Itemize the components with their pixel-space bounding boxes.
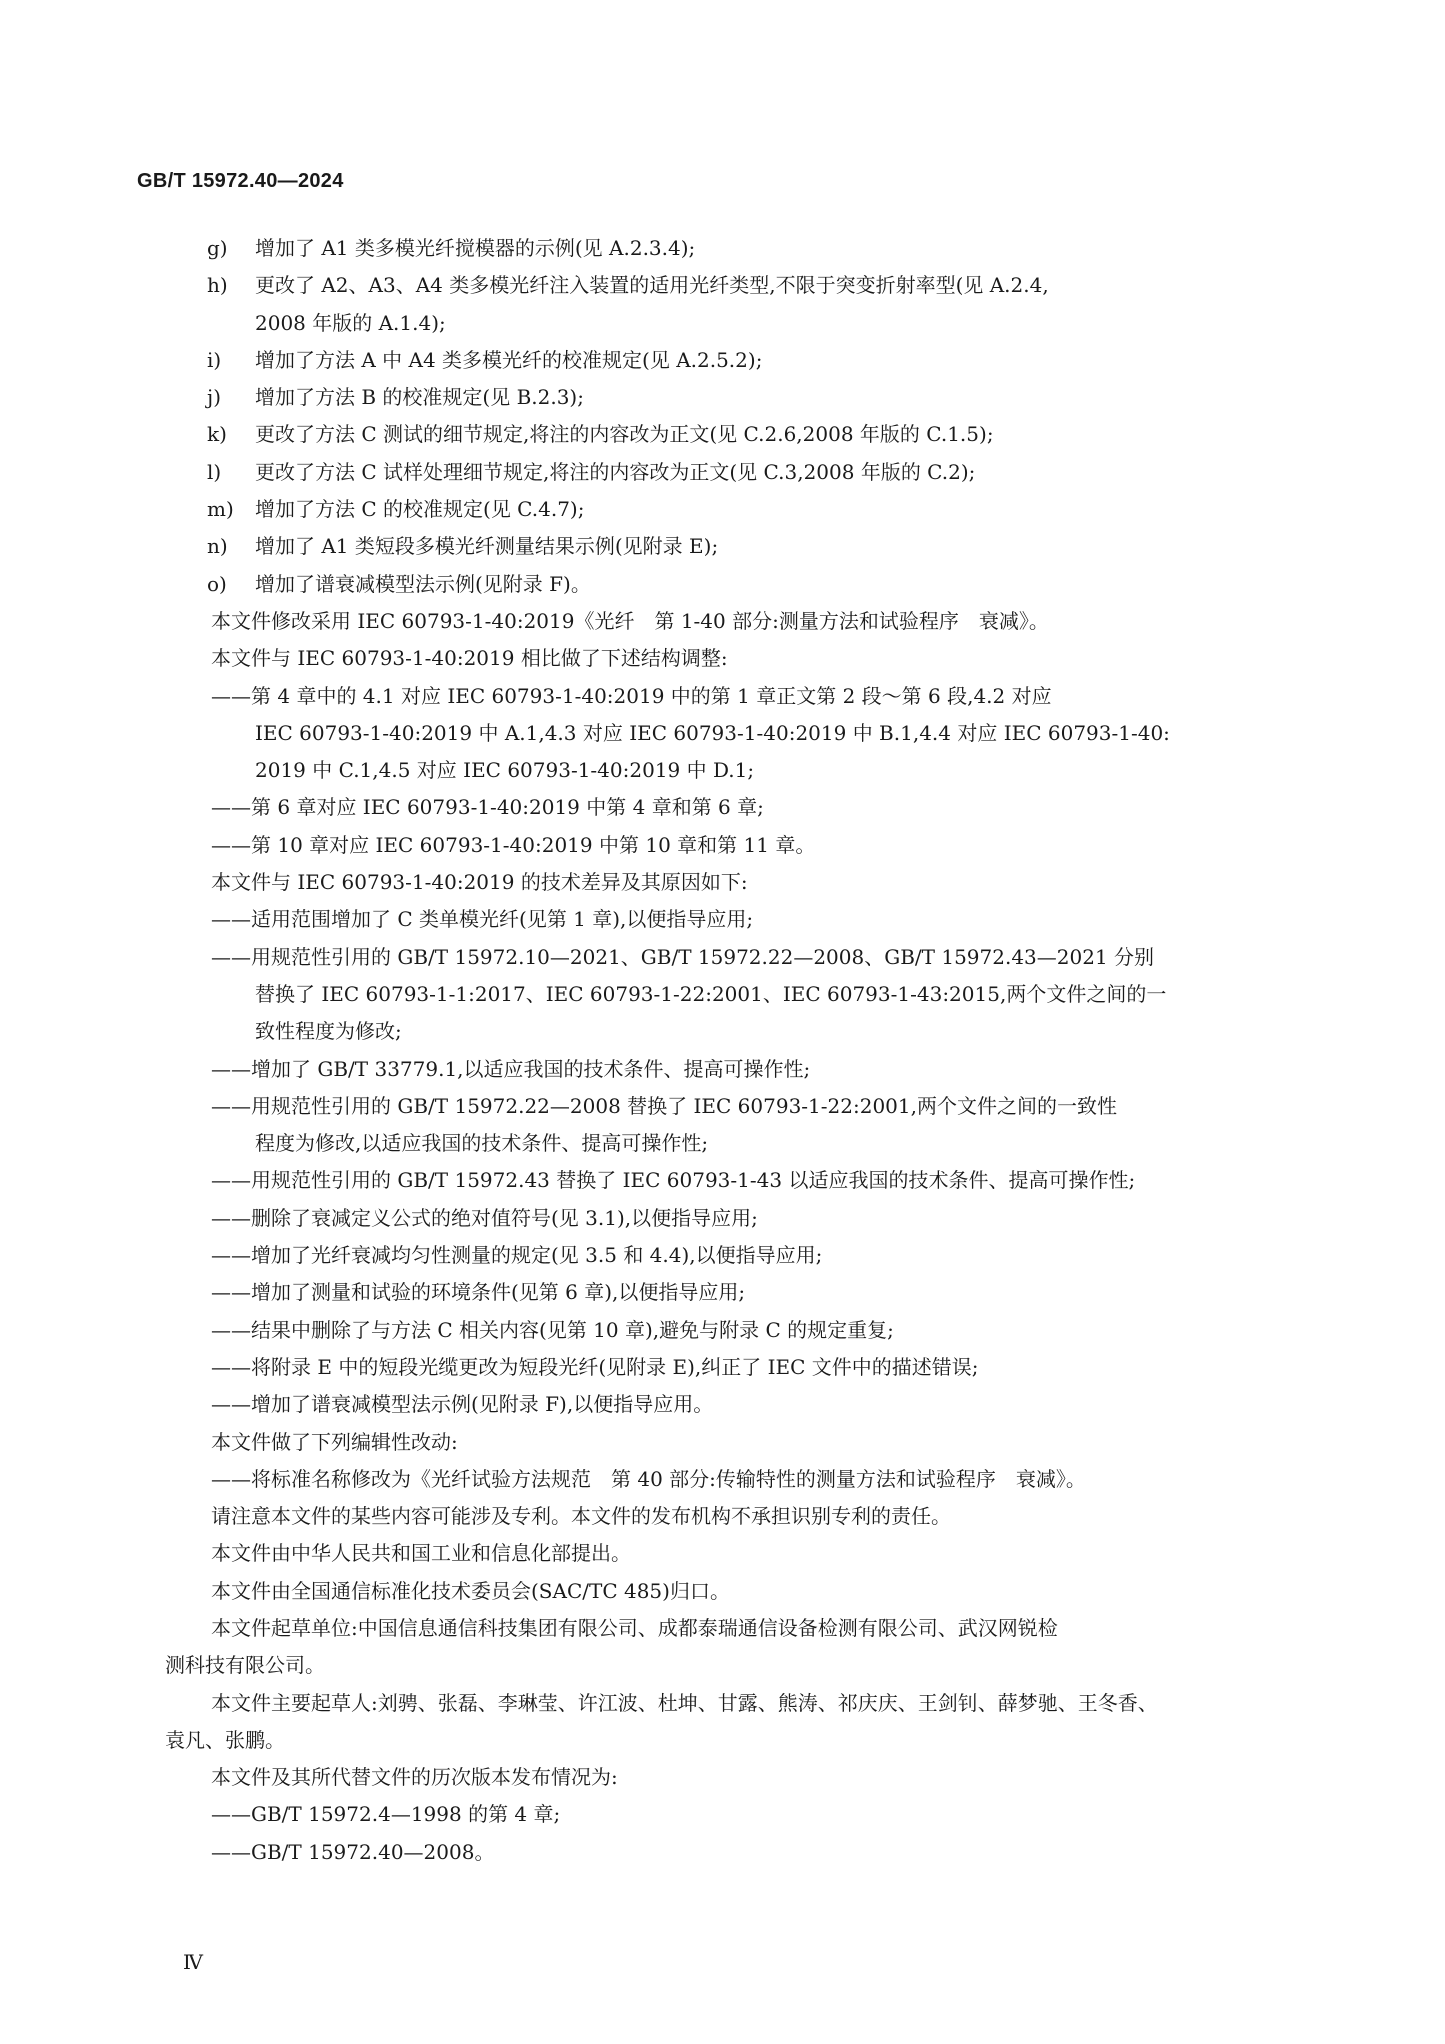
- text-line: [0, 864, 1445, 901]
- text-line: [0, 1461, 1445, 1498]
- text-line: [0, 566, 1445, 603]
- list-item-marker: g): [207, 236, 228, 260]
- text-line: [0, 1274, 1445, 1311]
- list-item-text: 增加了 A1 类短段多模光纤测量结果示例(见附录 E);: [255, 534, 719, 559]
- list-item-text: 增加了谱衰减模型法示例(见附录 F)。: [255, 571, 591, 596]
- paragraph-text: 本文件与 IEC 60793-1-40:2019 相比做了下述结构调整:: [211, 646, 728, 671]
- dash-item-text: ——将附录 E 中的短段光缆更改为短段光纤(见附录 E),纠正了 IEC 文件中的描述错误;: [211, 1354, 979, 1379]
- dash-item-text: ——将标准名称修改为《光纤试验方法规范 第 40 部分:传输特性的测量方法和试验程序 衰减》。: [211, 1466, 1086, 1491]
- text-line: [0, 267, 1445, 304]
- text-line: [0, 1647, 1445, 1684]
- text-line: [0, 1759, 1445, 1796]
- list-item-marker: o): [207, 571, 227, 596]
- text-line: [0, 528, 1445, 565]
- dash-item-text: ——用规范性引用的 GB/T 15972.43 替换了 IEC 60793-1-43 以适应我国的技术条件、提高可操作性;: [211, 1168, 1136, 1193]
- paragraph-text: 本文件与 IEC 60793-1-40:2019 的技术差异及其原因如下:: [211, 870, 748, 895]
- dash-item-text: ——增加了光纤衰减均匀性测量的规定(见 3.5 和 4.4),以便指导应用;: [211, 1243, 823, 1268]
- document-body: [0, 230, 1445, 1871]
- dash-item-text: ——增加了谱衰减模型法示例(见附录 F),以便指导应用。: [211, 1392, 714, 1417]
- text-line: [0, 1386, 1445, 1423]
- list-item-marker: k): [207, 422, 227, 447]
- dash-item-text: ——增加了测量和试验的环境条件(见第 6 章),以便指导应用;: [211, 1280, 746, 1305]
- dash-item-text: ——适用范围增加了 C 类单模光纤(见第 1 章),以便指导应用;: [211, 907, 754, 932]
- text-line: [0, 1051, 1445, 1088]
- text-line: [0, 1424, 1445, 1461]
- dash-item-text: ——删除了衰减定义公式的绝对值符号(见 3.1),以便指导应用;: [211, 1205, 758, 1230]
- text-line: [0, 1498, 1445, 1535]
- list-item-marker: l): [207, 459, 222, 484]
- list-item-text: 增加了方法 B 的校准规定(见 B.2.3);: [255, 385, 584, 410]
- text-line: [0, 1349, 1445, 1386]
- text-line: [0, 715, 1445, 752]
- text-line: [0, 1573, 1445, 1610]
- dash-item-text: ——结果中删除了与方法 C 相关内容(见第 10 章),避免与附录 C 的规定重复;: [211, 1317, 894, 1342]
- text-line: [0, 230, 1445, 267]
- text-line: [0, 454, 1445, 491]
- paragraph-text: 测科技有限公司。: [165, 1653, 325, 1678]
- list-item-text: 增加了 A1 类多模光纤搅模器的示例(见 A.2.3.4);: [255, 236, 696, 260]
- text-line: [0, 416, 1445, 453]
- text-line: [0, 603, 1445, 640]
- text-line: [0, 1312, 1445, 1349]
- paragraph-text: 本文件修改采用 IEC 60793-1-40:2019《光纤 第 1-40 部分:测量方法和试验程序 衰减》。: [211, 608, 1049, 633]
- text-line: [0, 827, 1445, 864]
- text-line: [0, 1685, 1445, 1722]
- text-line: [0, 901, 1445, 938]
- paragraph-text: 本文件主要起草人:刘骋、张磊、李琳莹、许江波、杜坤、甘露、熊涛、祁庆庆、王剑钊、薛梦驰、王冬香、: [211, 1690, 1158, 1715]
- paragraph-text: 袁凡、张鹏。: [165, 1727, 285, 1752]
- list-item-text: 增加了方法 C 的校准规定(见 C.4.7);: [255, 497, 585, 522]
- list-item-marker: n): [207, 534, 228, 559]
- text-line: [0, 939, 1445, 976]
- continuation-text: 替换了 IEC 60793-1-1:2017、IEC 60793-1-22:2001、IEC 60793-1-43:2015,两个文件之间的一: [255, 981, 1167, 1006]
- continuation-text: IEC 60793-1-40:2019 中 A.1,4.3 对应 IEC 60793-1-40:2019 中 B.1,4.4 对应 IEC 60793-1-40:: [255, 720, 1170, 745]
- text-line: [0, 640, 1445, 677]
- continuation-text: 程度为修改,以适应我国的技术条件、提高可操作性;: [255, 1131, 709, 1156]
- list-item-text: 更改了 A2、A3、A4 类多模光纤注入装置的适用光纤类型,不限于突变折射率型(见 A.2.4,: [255, 273, 1049, 298]
- text-line: [0, 1237, 1445, 1274]
- text-line: [0, 752, 1445, 789]
- list-item-text: 更改了方法 C 试样处理细节规定,将注的内容改为正文(见 C.3,2008 年版的 C.2);: [255, 459, 976, 484]
- continuation-text: 2008 年版的 A.1.4);: [255, 310, 446, 335]
- text-line: [0, 789, 1445, 826]
- paragraph-text: 本文件起草单位:中国信息通信科技集团有限公司、成都泰瑞通信设备检测有限公司、武汉网锐检: [211, 1615, 1058, 1640]
- dash-item-text: ——第 4 章中的 4.1 对应 IEC 60793-1-40:2019 中的第 1 章正文第 2 段～第 6 段,4.2 对应: [211, 683, 1052, 708]
- list-item-marker: i): [207, 347, 222, 372]
- text-line: [0, 1722, 1445, 1759]
- text-line: [0, 1162, 1445, 1199]
- text-line: [0, 305, 1445, 342]
- text-line: [0, 976, 1445, 1013]
- paragraph-text: 本文件由中华人民共和国工业和信息化部提出。: [211, 1541, 631, 1566]
- text-line: [0, 379, 1445, 416]
- text-line: [0, 342, 1445, 379]
- text-line: [0, 678, 1445, 715]
- dash-item-text: ——增加了 GB/T 33779.1,以适应我国的技术条件、提高可操作性;: [211, 1056, 811, 1081]
- dash-item-text: ——用规范性引用的 GB/T 15972.10—2021、GB/T 15972.22—2008、GB/T 15972.43—2021 分别: [211, 944, 1155, 969]
- dash-item-text: ——GB/T 15972.4—1998 的第 4 章;: [211, 1802, 561, 1827]
- list-item-marker: m): [207, 497, 234, 522]
- paragraph-text: 本文件由全国通信标准化技术委员会(SAC/TC 485)归口。: [211, 1578, 730, 1603]
- list-item-marker: h): [207, 273, 228, 298]
- continuation-text: 致性程度为修改;: [255, 1019, 402, 1044]
- paragraph-text: 本文件做了下列编辑性改动:: [211, 1429, 458, 1454]
- text-line: [0, 1610, 1445, 1647]
- list-item-marker: j): [207, 385, 222, 410]
- text-line: [0, 1013, 1445, 1050]
- paragraph-text: 请注意本文件的某些内容可能涉及专利。本文件的发布机构不承担识别专利的责任。: [211, 1504, 951, 1529]
- continuation-text: 2019 中 C.1,4.5 对应 IEC 60793-1-40:2019 中 D.1;: [255, 758, 755, 783]
- list-item-text: 增加了方法 A 中 A4 类多模光纤的校准规定(见 A.2.5.2);: [255, 347, 763, 372]
- dash-item-text: ——第 6 章对应 IEC 60793-1-40:2019 中第 4 章和第 6 章;: [211, 795, 764, 820]
- text-line: [0, 1088, 1445, 1125]
- text-line: [0, 1125, 1445, 1162]
- text-line: [0, 1200, 1445, 1237]
- dash-item-text: ——第 10 章对应 IEC 60793-1-40:2019 中第 10 章和第 11 章。: [211, 832, 816, 857]
- dash-item-text: ——GB/T 15972.40—2008。: [211, 1839, 495, 1864]
- text-line: [0, 1796, 1445, 1833]
- standard-code: GB/T 15972.40—2024: [137, 170, 344, 192]
- text-line: [0, 1535, 1445, 1572]
- text-line: [0, 491, 1445, 528]
- text-line: [0, 1834, 1445, 1871]
- list-item-text: 更改了方法 C 测试的细节规定,将注的内容改为正文(见 C.2.6,2008 年版的 C.1.5);: [255, 422, 994, 447]
- dash-item-text: ——用规范性引用的 GB/T 15972.22—2008 替换了 IEC 60793-1-22:2001,两个文件之间的一致性: [211, 1093, 1117, 1118]
- paragraph-text: 本文件及其所代替文件的历次版本发布情况为:: [211, 1765, 618, 1790]
- page-number: Ⅳ: [183, 1950, 203, 1974]
